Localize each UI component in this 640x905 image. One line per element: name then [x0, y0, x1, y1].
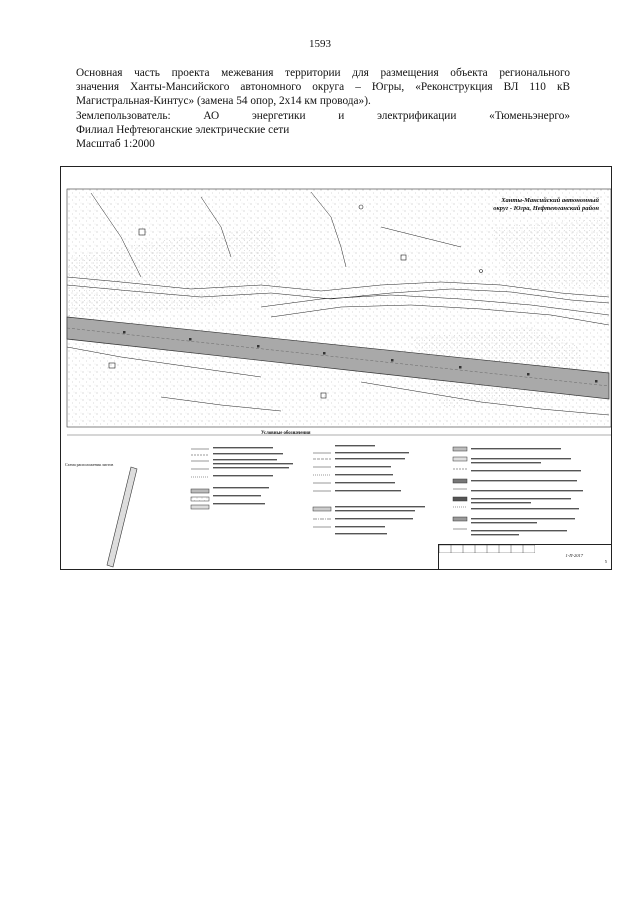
title-line-1: Основная часть проекта межевания территории для размещения объекта регионального [76, 67, 570, 79]
drawing-code: 1-П-2017 [565, 553, 583, 558]
title-block-cells [439, 545, 535, 553]
drawing-svg [61, 167, 613, 571]
survey-drawing [60, 166, 612, 570]
document-header [76, 66, 570, 151]
region-label: Ханты-Мансийский автономный округ - Югра, Нефтеюганский район [493, 197, 599, 212]
title-block [438, 544, 611, 569]
legend-title: Условные обозначения [261, 431, 311, 436]
sheet-scheme-label: Схема расположения листов [65, 462, 114, 467]
scale-line: Масштаб 1:2000 [76, 138, 155, 151]
landuser-line: Землепользователь: АО энергетики и электрификации «Тюменьэнерго» [76, 109, 570, 122]
sheet-number: 5 [604, 559, 607, 564]
legend-col-2-text [335, 445, 425, 534]
legend-col-3-text [471, 448, 583, 535]
page-number: 1593 [309, 38, 331, 50]
legend-col-2 [313, 453, 331, 527]
legend-col-1 [191, 449, 209, 509]
legend-col-3 [453, 447, 467, 529]
branch-line: Филиал Нефтеюганские электрические сети [76, 123, 290, 136]
legend-col-1-text [213, 447, 293, 504]
title-line-2: значения Ханты-Мансийского автономного округа – Югры, «Реконструкция ВЛ 110 кВ [76, 81, 570, 94]
sheet-scheme [107, 467, 137, 567]
stipple-zone-3 [491, 217, 609, 287]
title-line-3: Магистральная-Кинтус» (замена 54 опор, 2х14 км провода»). [76, 95, 371, 108]
